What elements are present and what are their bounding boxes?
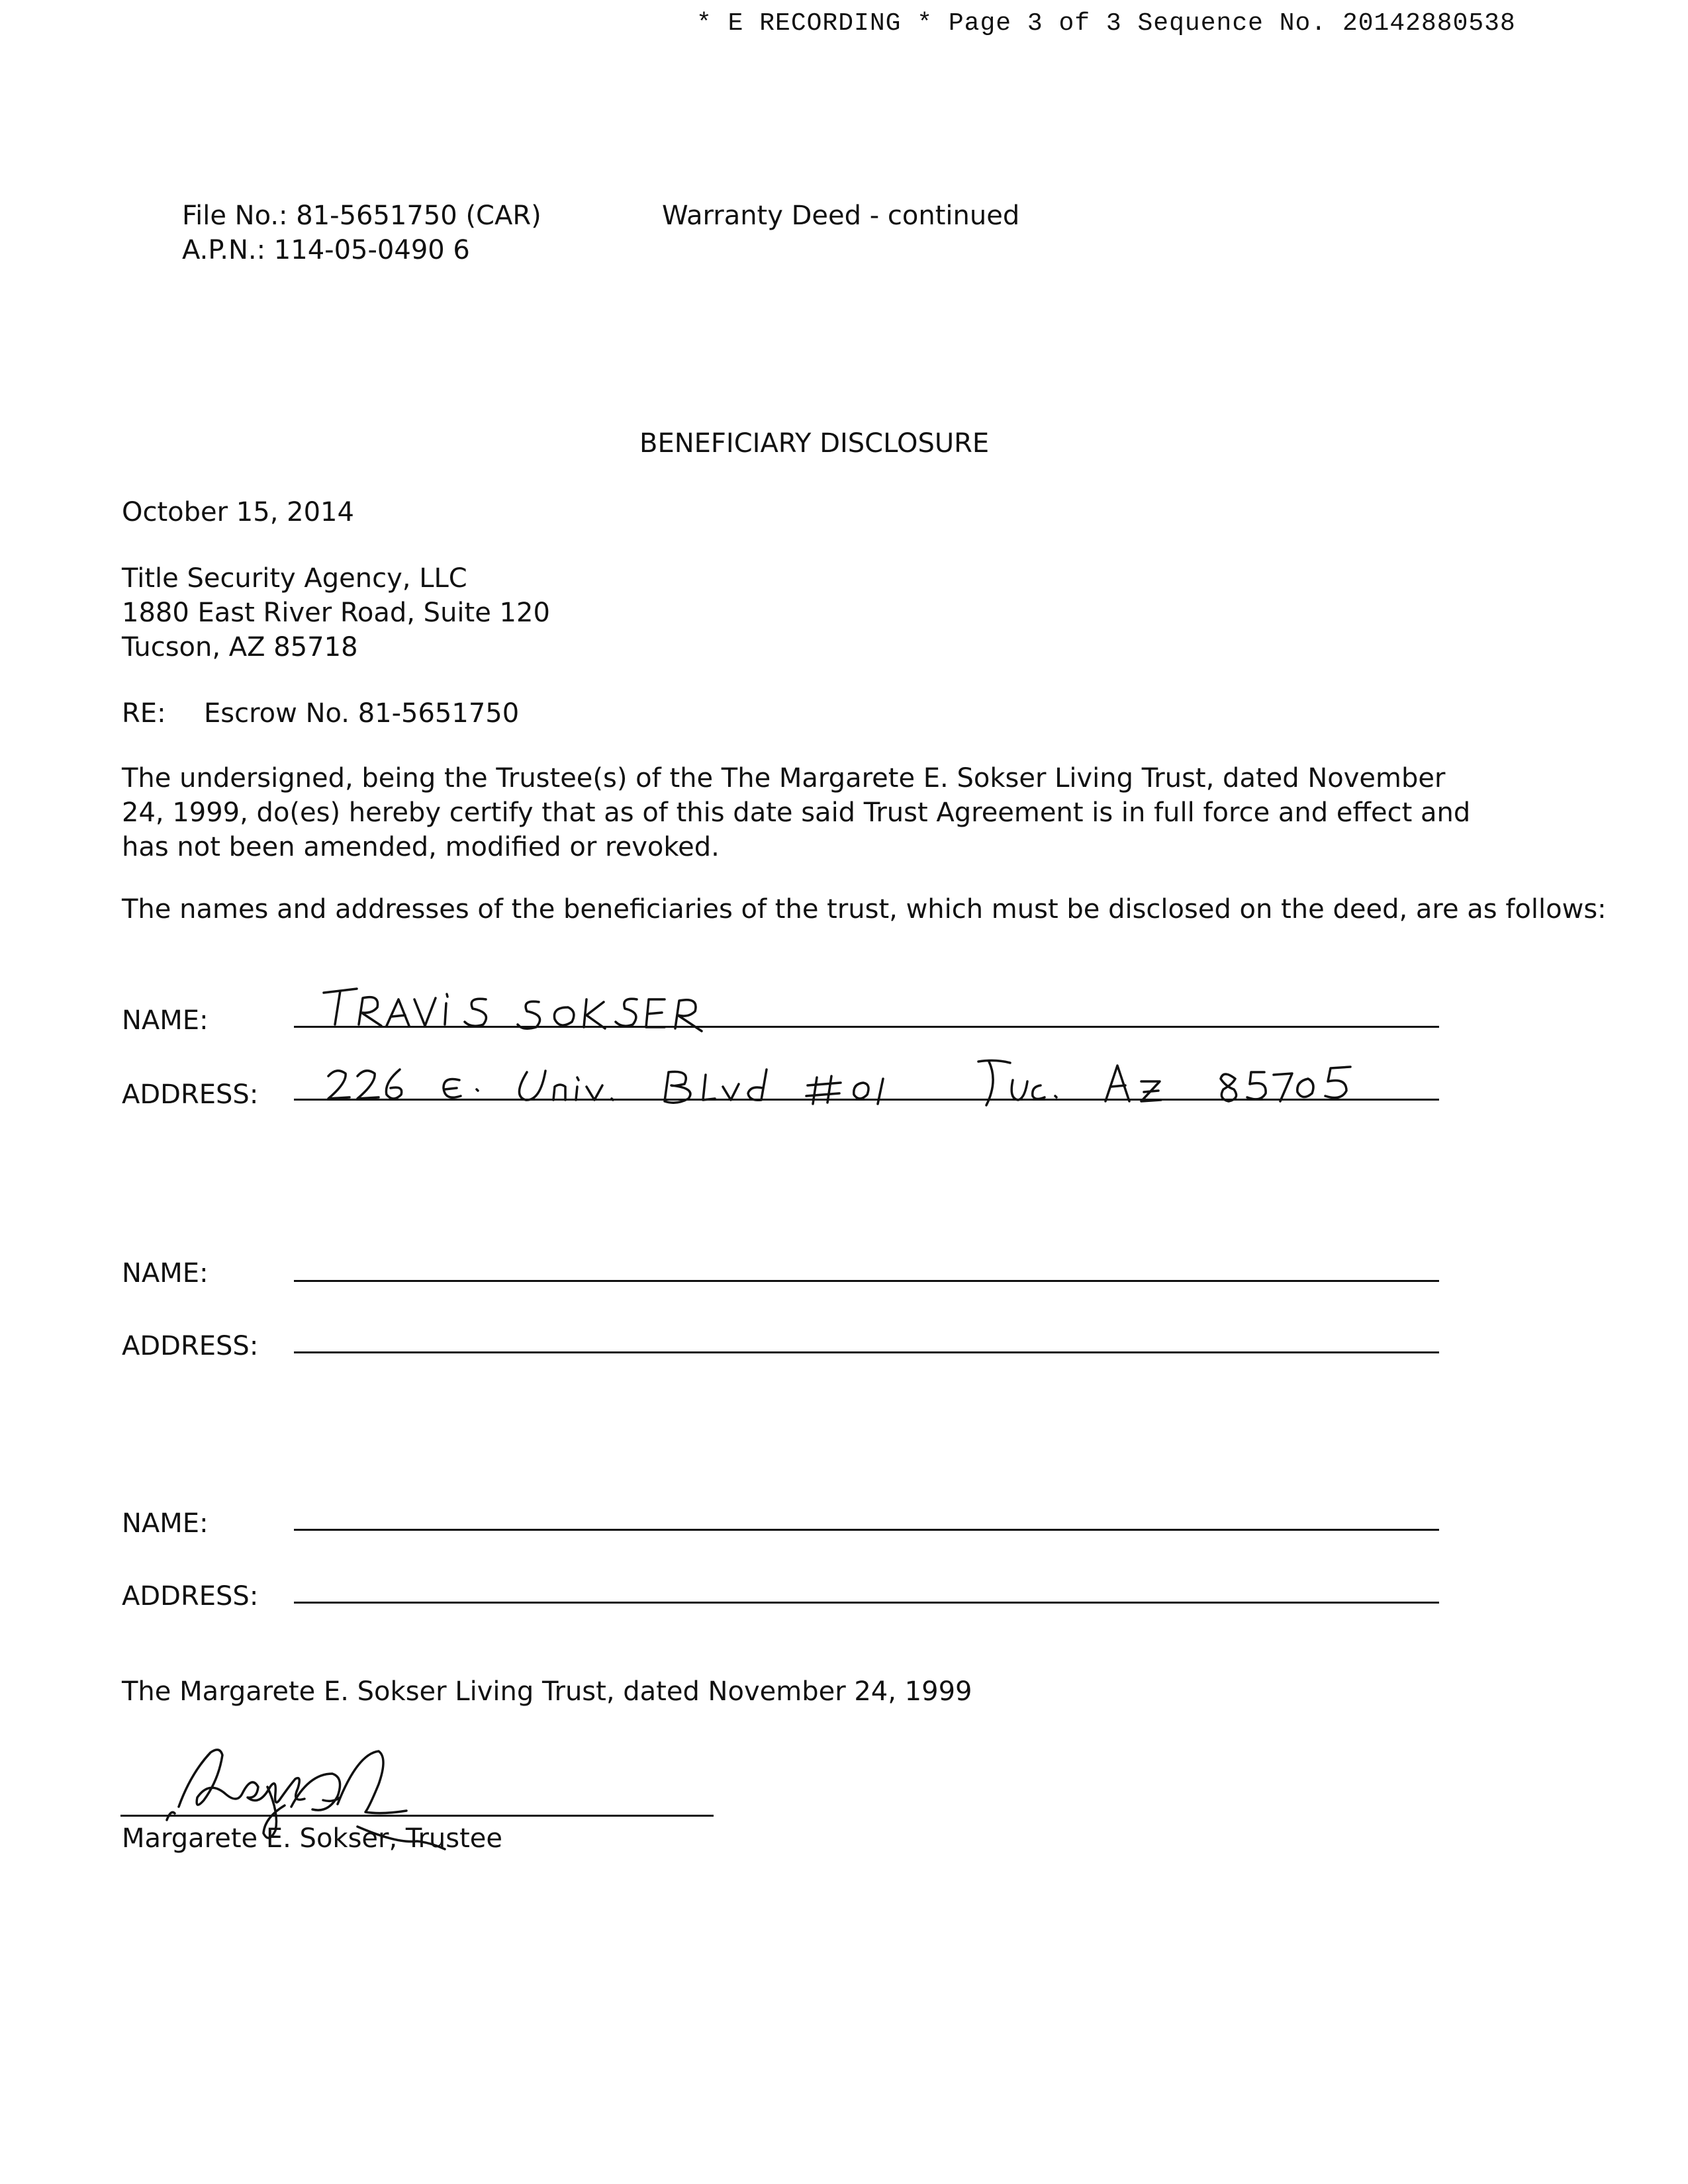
handwritten-name-svg bbox=[294, 973, 757, 1039]
beneficiaries-intro: The names and addresses of the beneficiaries of the trust, which must be disclosed on the deed, are as follows: bbox=[122, 894, 1607, 925]
file-number: File No.: 81-5651750 (CAR) bbox=[182, 201, 541, 231]
signer-name: Margarete E. Sokser, Trustee bbox=[122, 1823, 502, 1854]
beneficiary-2-address-label: ADDRESS: bbox=[122, 1331, 259, 1361]
beneficiary-3-name-label: NAME: bbox=[122, 1508, 209, 1539]
beneficiary-1-address-line bbox=[294, 1099, 1439, 1101]
beneficiary-1-name-handwritten[interactable] bbox=[294, 973, 1439, 1046]
addressee-street: 1880 East River Road, Suite 120 bbox=[122, 598, 550, 628]
beneficiary-3-address-label: ADDRESS: bbox=[122, 1581, 259, 1612]
file-info bbox=[182, 199, 541, 267]
addressee-block bbox=[122, 561, 550, 664]
beneficiary-1-address-label: ADDRESS: bbox=[122, 1079, 259, 1110]
beneficiary-1-name-line bbox=[294, 1026, 1439, 1028]
beneficiary-3-name-line[interactable] bbox=[294, 1529, 1439, 1531]
letter-date: October 15, 2014 bbox=[122, 497, 354, 527]
signature-line bbox=[120, 1815, 714, 1817]
recording-header: * E RECORDING * Page 3 of 3 Sequence No. 20142880538 bbox=[696, 9, 1516, 38]
beneficiary-3-address-line[interactable] bbox=[294, 1602, 1439, 1604]
beneficiary-1-name-label: NAME: bbox=[122, 1005, 209, 1036]
escrow-number: Escrow No. 81-5651750 bbox=[204, 698, 520, 729]
document-title: Warranty Deed - continued bbox=[662, 201, 1020, 231]
beneficiary-2-name-label: NAME: bbox=[122, 1258, 209, 1289]
trust-name-footer: The Margarete E. Sokser Living Trust, dated November 24, 1999 bbox=[122, 1676, 972, 1707]
beneficiary-2-name-line[interactable] bbox=[294, 1280, 1439, 1282]
re-line bbox=[122, 696, 519, 731]
addressee-city: Tucson, AZ 85718 bbox=[122, 632, 358, 662]
beneficiary-1-address-handwritten[interactable] bbox=[294, 1046, 1439, 1118]
handwritten-address-svg bbox=[294, 1046, 1386, 1118]
beneficiary-2-address-line[interactable] bbox=[294, 1351, 1439, 1353]
addressee-name: Title Security Agency, LLC bbox=[122, 563, 467, 594]
section-title: BENEFICIARY DISCLOSURE bbox=[639, 428, 990, 459]
certification-paragraph: The undersigned, being the Trustee(s) of the The Margarete E. Sokser Living Trust, dated November 24, 1999, do(es) hereby certify that as of this date said Trust Agreement is in full force and effect and has not been amended, modified or revoked. bbox=[122, 763, 1471, 862]
apn-number: A.P.N.: 114-05-0490 6 bbox=[182, 235, 470, 265]
re-label: RE: bbox=[122, 698, 166, 729]
